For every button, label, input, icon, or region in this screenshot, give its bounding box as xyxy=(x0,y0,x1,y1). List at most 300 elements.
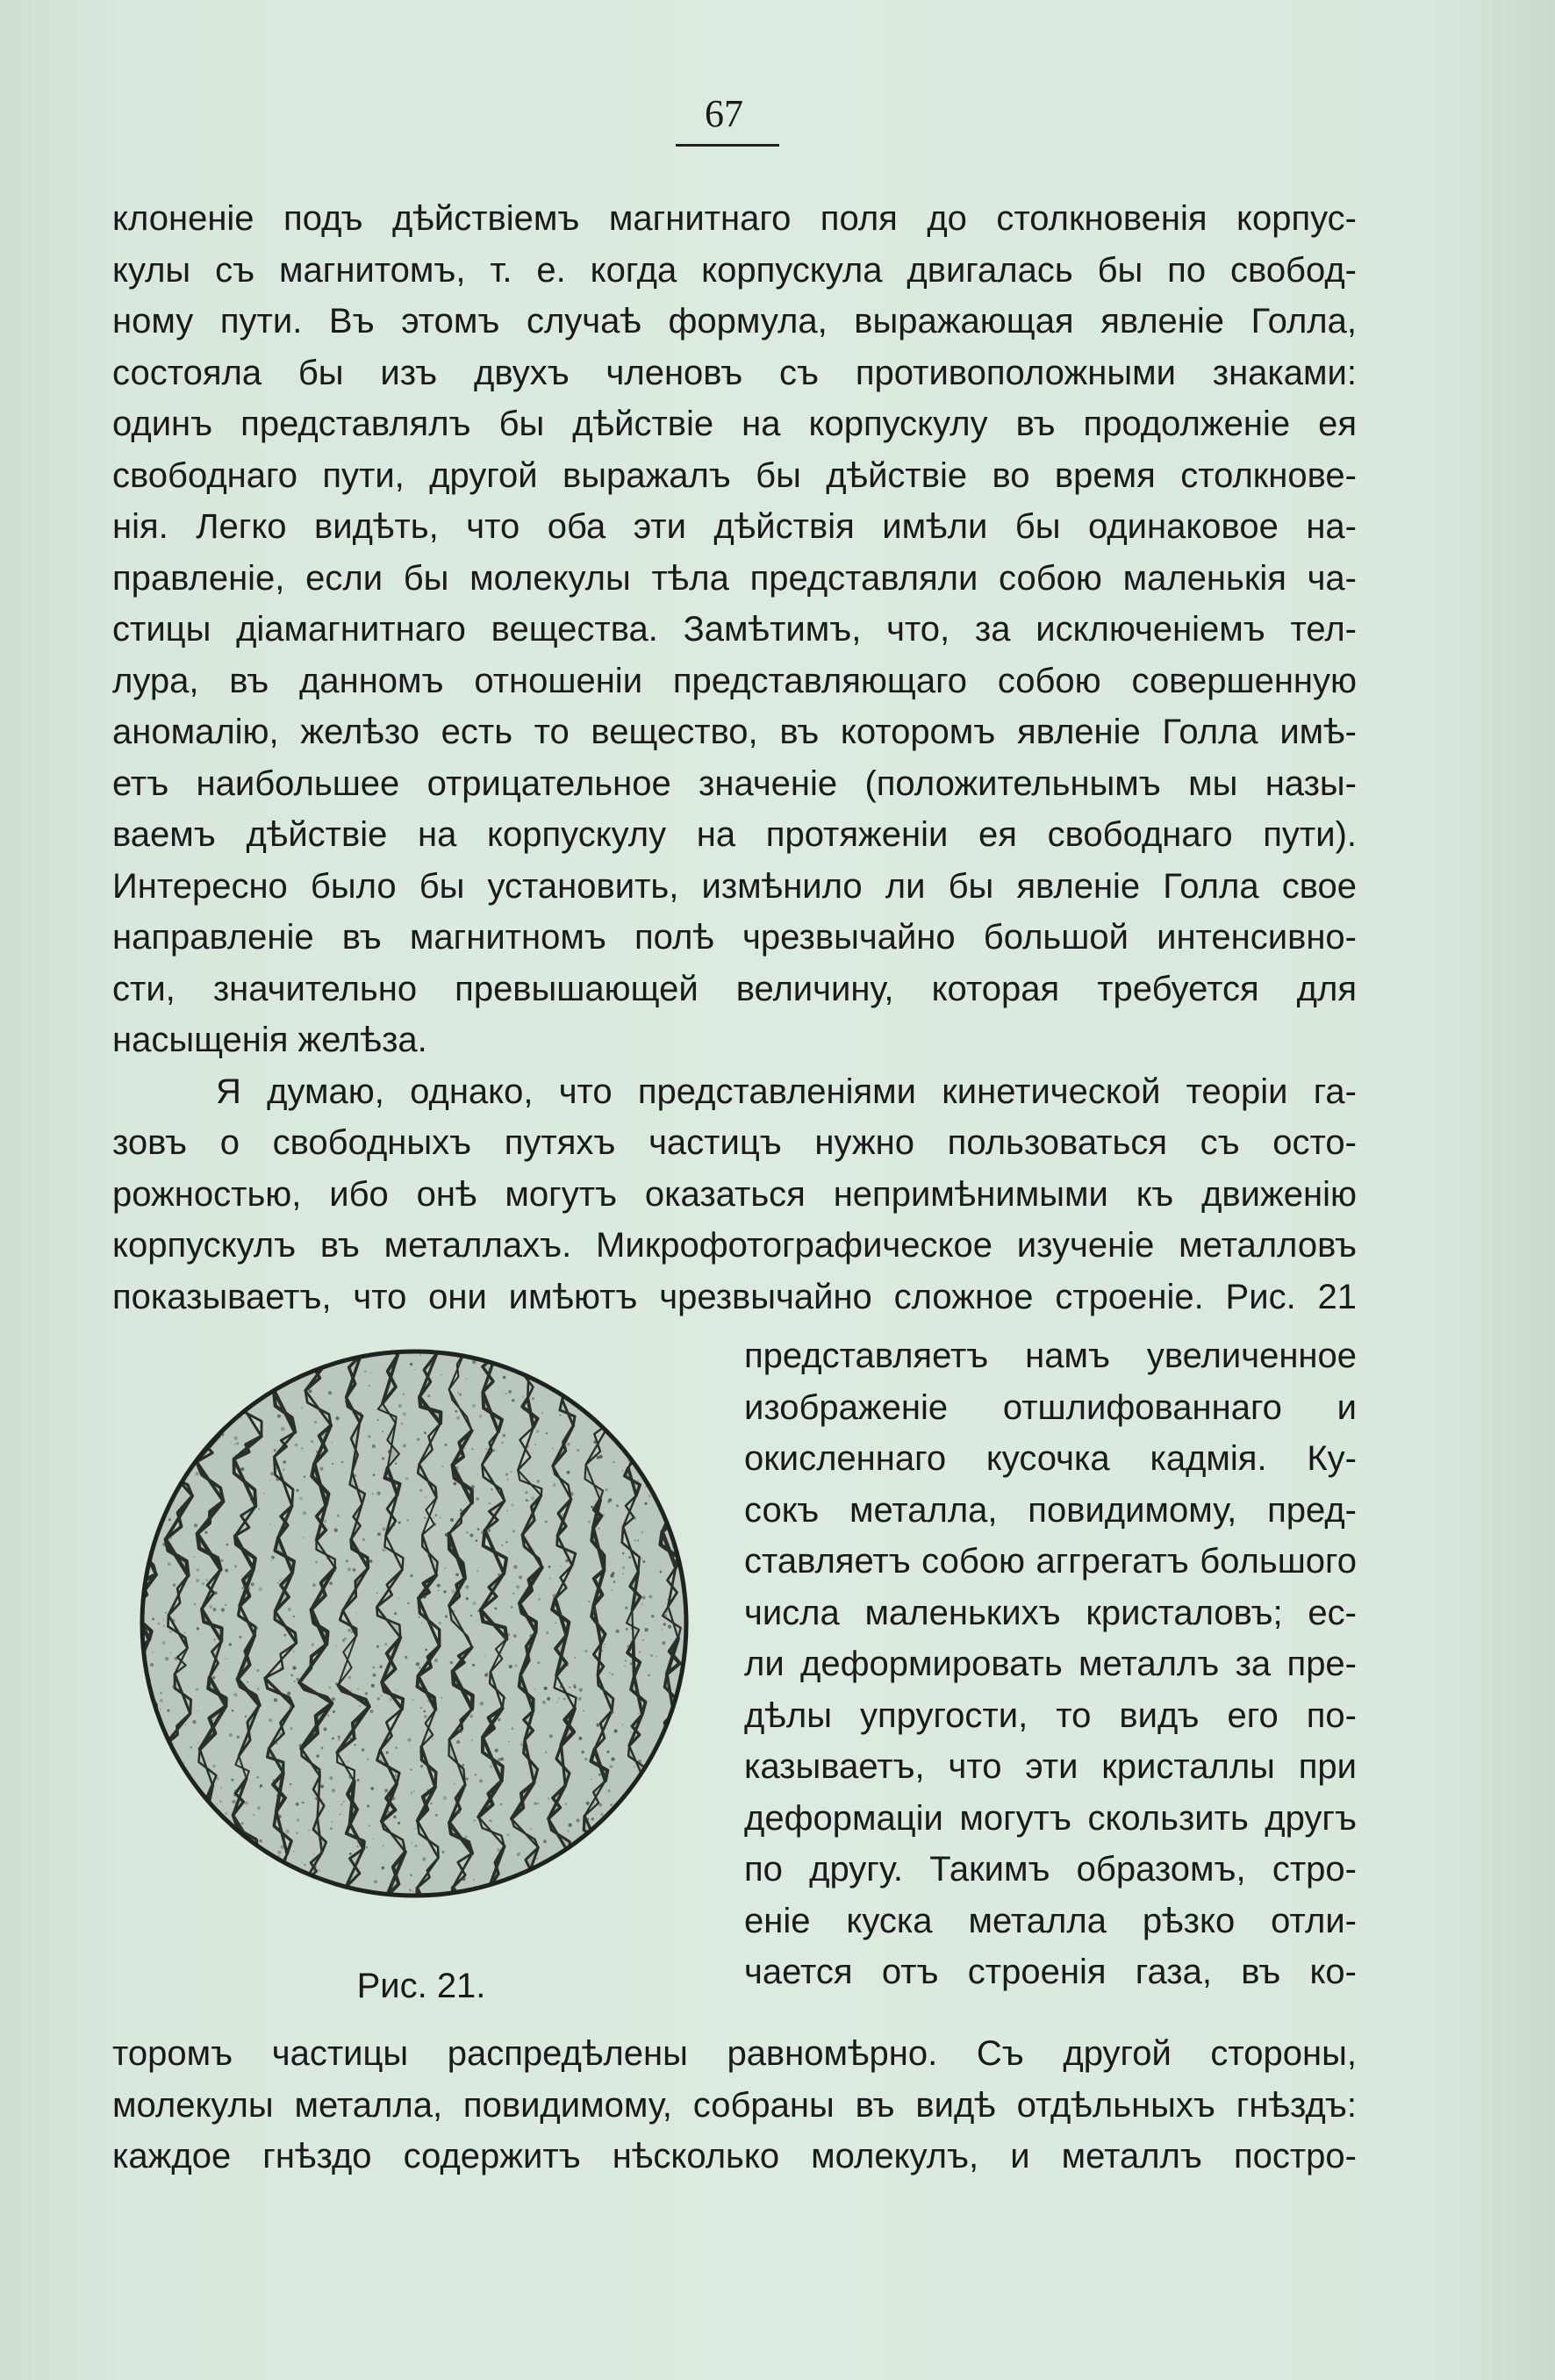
speckle xyxy=(197,1568,200,1572)
speckle xyxy=(343,1801,345,1803)
speckle xyxy=(167,1710,169,1712)
speckle xyxy=(351,1631,353,1633)
speckle xyxy=(258,1508,260,1509)
page-number-rule xyxy=(676,144,779,147)
speckle xyxy=(175,1657,178,1660)
speckle xyxy=(427,1701,429,1703)
speckle xyxy=(276,1743,278,1745)
grain-cell xyxy=(488,1889,500,1904)
speckle xyxy=(530,1731,532,1732)
speckle xyxy=(663,1623,666,1625)
speckle xyxy=(216,1777,219,1781)
speckle xyxy=(405,1477,408,1480)
speckle xyxy=(319,1870,320,1872)
speckle xyxy=(354,1474,356,1477)
speckle xyxy=(293,1616,295,1617)
speckle xyxy=(250,1499,252,1501)
speckle xyxy=(345,1401,348,1403)
speckle xyxy=(226,1544,229,1546)
speckle xyxy=(302,1802,305,1804)
speckle xyxy=(368,1435,370,1437)
speckle xyxy=(560,1515,563,1517)
speckle xyxy=(434,1514,437,1516)
speckle xyxy=(415,1845,418,1847)
speckle xyxy=(471,1448,473,1450)
speckle xyxy=(414,1368,416,1370)
speckle xyxy=(190,1746,192,1748)
text-line: еніе куска металла рѣзко отли- xyxy=(744,1901,1357,1940)
speckle xyxy=(382,1457,384,1459)
speckle xyxy=(511,1504,513,1507)
speckle xyxy=(367,1804,369,1807)
speckle xyxy=(503,1434,506,1437)
speckle xyxy=(321,1746,324,1749)
speckle xyxy=(283,1468,285,1471)
speckle xyxy=(470,1615,472,1617)
speckle xyxy=(388,1475,390,1477)
speckle xyxy=(490,1765,493,1768)
grain-cell xyxy=(133,1781,156,1822)
grain-cell xyxy=(137,1492,156,1537)
speckle xyxy=(351,1828,353,1830)
speckle xyxy=(162,1641,166,1645)
speckle xyxy=(583,1710,584,1712)
speckle xyxy=(352,1568,355,1572)
speckle xyxy=(459,1730,462,1733)
speckle xyxy=(523,1396,524,1397)
speckle xyxy=(348,1629,351,1632)
speckle xyxy=(234,1444,236,1445)
speckle xyxy=(340,1803,343,1806)
speckle xyxy=(421,1622,423,1624)
speckle xyxy=(625,1660,627,1661)
grain-cell xyxy=(519,1890,539,1904)
speckle xyxy=(651,1615,655,1618)
speckle xyxy=(464,1448,466,1450)
grain-cell xyxy=(617,1818,639,1850)
speckle xyxy=(416,1662,419,1666)
text-line: изображеніе отшлифованнаго и xyxy=(744,1387,1357,1427)
speckle xyxy=(659,1571,662,1574)
speckle xyxy=(552,1448,554,1450)
speckle xyxy=(424,1517,426,1519)
speckle xyxy=(424,1710,426,1713)
speckle xyxy=(489,1368,491,1370)
speckle xyxy=(536,1857,539,1860)
speckle xyxy=(472,1664,475,1667)
text-line: одинъ представлялъ бы дѣйствіе на корпускулу въ продолженіе ея xyxy=(112,405,1357,443)
speckle xyxy=(197,1742,198,1743)
speckle xyxy=(410,1574,413,1578)
speckle xyxy=(212,1676,216,1680)
speckle xyxy=(530,1634,534,1638)
speckle xyxy=(407,1602,410,1605)
speckle xyxy=(573,1684,577,1688)
grain-cell xyxy=(168,1387,182,1430)
speckle xyxy=(563,1514,564,1516)
grain-cell xyxy=(551,1343,569,1366)
speckle xyxy=(330,1828,332,1830)
grain-cell xyxy=(133,1343,156,1368)
speckle xyxy=(335,1682,338,1685)
speckle xyxy=(393,1509,394,1510)
speckle xyxy=(284,1649,287,1652)
speckle xyxy=(281,1427,284,1430)
speckle xyxy=(548,1566,551,1568)
speckle xyxy=(445,1615,448,1617)
speckle xyxy=(293,1651,295,1652)
speckle xyxy=(374,1880,377,1883)
speckle xyxy=(491,1488,492,1490)
speckle xyxy=(290,1727,292,1730)
text-line: Интересно было бы установить, измѣнило ли бы явленіе Голла свое xyxy=(112,866,1357,906)
grain-cell xyxy=(661,1354,669,1394)
speckle xyxy=(350,1689,352,1691)
speckle xyxy=(565,1559,569,1563)
grain-cell xyxy=(133,1389,151,1423)
speckle xyxy=(477,1473,478,1475)
speckle xyxy=(196,1579,199,1582)
grain-cell xyxy=(660,1425,682,1461)
speckle xyxy=(281,1845,284,1848)
text-line: состояла бы изъ двухъ членовъ съ противоположными знаками: xyxy=(112,353,1357,392)
speckle xyxy=(437,1584,441,1588)
speckle xyxy=(584,1758,587,1760)
speckle xyxy=(357,1688,359,1690)
speckle xyxy=(403,1444,406,1447)
speckle xyxy=(168,1562,171,1566)
speckle xyxy=(493,1449,496,1452)
speckle xyxy=(479,1415,483,1418)
speckle xyxy=(170,1652,172,1653)
speckle xyxy=(152,1652,154,1653)
speckle xyxy=(455,1574,459,1577)
speckle xyxy=(593,1440,597,1444)
speckle xyxy=(240,1467,244,1471)
speckle xyxy=(626,1628,628,1631)
speckle xyxy=(362,1748,365,1752)
text-line: ставляетъ собою аггрегатъ большого xyxy=(744,1542,1357,1581)
speckle xyxy=(319,1583,320,1585)
speckle xyxy=(505,1541,507,1543)
text-line: зовъ о свободныхъ путяхъ частицъ нужно пользоваться съ осто- xyxy=(112,1123,1357,1162)
speckle xyxy=(382,1548,385,1552)
speckle xyxy=(355,1744,356,1746)
grain-cell xyxy=(133,1822,153,1856)
speckle xyxy=(624,1666,625,1667)
speckle xyxy=(376,1593,378,1595)
speckle xyxy=(320,1785,324,1789)
speckle xyxy=(221,1608,225,1611)
speckle xyxy=(438,1589,440,1591)
speckle xyxy=(332,1738,334,1740)
speckle xyxy=(355,1738,357,1739)
speckle xyxy=(424,1595,426,1598)
text-line: казываетъ, что эти кристаллы при xyxy=(744,1747,1357,1786)
speckle xyxy=(328,1687,331,1689)
speckle xyxy=(314,1617,317,1620)
speckle xyxy=(565,1803,568,1805)
speckle xyxy=(560,1685,563,1688)
grain-cell xyxy=(694,1853,695,1883)
micrograph-image xyxy=(133,1343,695,1904)
speckle xyxy=(327,1715,330,1717)
speckle xyxy=(234,1437,238,1440)
paragraph-first-line: Я думаю, однако, что представленіями кинетической теоріи га- xyxy=(216,1072,1357,1111)
speckle xyxy=(453,1482,456,1486)
speckle xyxy=(622,1566,626,1569)
text-line: аномалію, желѣзо есть то вещество, въ которомъ явленіе Голла имѣ- xyxy=(112,713,1357,751)
speckle xyxy=(270,1560,271,1561)
speckle xyxy=(277,1582,279,1584)
speckle xyxy=(387,1810,390,1813)
speckle xyxy=(287,1692,290,1695)
speckle xyxy=(202,1582,204,1585)
grain-cell xyxy=(173,1882,189,1905)
speckle xyxy=(372,1674,376,1677)
speckle xyxy=(328,1391,332,1394)
speckle xyxy=(600,1813,604,1817)
speckle xyxy=(348,1775,352,1779)
speckle xyxy=(591,1817,594,1820)
speckle xyxy=(514,1665,517,1667)
speckle xyxy=(329,1776,333,1780)
speckle xyxy=(212,1608,216,1611)
speckle xyxy=(605,1644,606,1645)
speckle xyxy=(283,1634,286,1637)
speckle xyxy=(545,1521,548,1523)
speckle xyxy=(537,1480,540,1482)
grain-cell xyxy=(653,1887,680,1904)
speckle xyxy=(173,1583,176,1587)
speckle xyxy=(422,1857,426,1860)
speckle xyxy=(541,1412,544,1415)
grain-cell xyxy=(173,1855,185,1881)
speckle xyxy=(642,1639,644,1641)
grain-cell xyxy=(241,1855,258,1889)
speckle xyxy=(259,1839,262,1843)
speckle xyxy=(546,1432,548,1434)
speckle xyxy=(333,1561,336,1564)
speckle xyxy=(588,1601,590,1602)
speckle xyxy=(364,1370,367,1373)
speckle xyxy=(313,1853,314,1854)
speckle xyxy=(366,1846,368,1848)
speckle xyxy=(457,1392,459,1394)
speckle xyxy=(229,1643,232,1645)
speckle xyxy=(471,1485,475,1488)
speckle xyxy=(214,1591,218,1595)
speckle xyxy=(344,1638,347,1640)
speckle xyxy=(611,1589,612,1590)
speckle xyxy=(231,1779,233,1781)
text-line: молекулы металла, повидимому, собраны въ видѣ отдѣльныхъ гнѣздъ: xyxy=(112,2085,1357,2125)
speckle xyxy=(157,1623,160,1625)
speckle xyxy=(163,1625,165,1627)
speckle xyxy=(610,1574,613,1577)
speckle xyxy=(650,1654,653,1657)
speckle xyxy=(525,1491,527,1494)
speckle xyxy=(335,1645,337,1646)
grain-cell xyxy=(692,1750,696,1781)
speckle xyxy=(382,1845,383,1846)
side-text-block xyxy=(744,1330,1357,1998)
speckle xyxy=(253,1814,254,1816)
speckle xyxy=(498,1781,501,1784)
speckle xyxy=(476,1539,478,1542)
speckle xyxy=(591,1609,595,1612)
speckle xyxy=(452,1474,455,1477)
speckle xyxy=(634,1539,636,1541)
speckle xyxy=(276,1478,279,1481)
speckle xyxy=(508,1741,509,1742)
speckle xyxy=(607,1789,610,1792)
speckle xyxy=(522,1409,524,1410)
grain-cell xyxy=(560,1855,570,1896)
speckle xyxy=(637,1539,639,1541)
speckle xyxy=(286,1797,288,1799)
speckle xyxy=(398,1597,400,1599)
speckle xyxy=(644,1502,647,1505)
speckle xyxy=(459,1394,462,1396)
speckle xyxy=(575,1657,577,1659)
speckle xyxy=(456,1740,460,1744)
speckle xyxy=(184,1632,185,1633)
speckle xyxy=(536,1430,540,1433)
speckle xyxy=(314,1421,317,1423)
speckle xyxy=(194,1523,197,1527)
speckle xyxy=(519,1575,522,1579)
speckle xyxy=(348,1676,351,1679)
speckle xyxy=(165,1657,168,1660)
speckle xyxy=(538,1598,541,1601)
speckle xyxy=(425,1798,426,1800)
speckle xyxy=(225,1604,226,1606)
speckle xyxy=(196,1472,199,1475)
speckle xyxy=(338,1736,340,1738)
speckle xyxy=(260,1787,261,1788)
speckle xyxy=(263,1493,264,1494)
speckle xyxy=(383,1528,386,1531)
text-line: деформаціи могутъ скользить другъ xyxy=(744,1798,1357,1838)
text-line: окисленнаго кусочка кадмія. Ку- xyxy=(744,1439,1357,1478)
speckle xyxy=(395,1747,397,1749)
speckle xyxy=(162,1543,166,1546)
speckle xyxy=(466,1430,467,1431)
speckle xyxy=(468,1651,469,1652)
speckle xyxy=(160,1709,161,1710)
speckle xyxy=(168,1537,172,1540)
speckle xyxy=(596,1724,599,1727)
speckle xyxy=(393,1524,396,1527)
page-number: 67 xyxy=(705,92,743,135)
speckle xyxy=(301,1407,303,1409)
speckle xyxy=(407,1738,411,1742)
grain-cell xyxy=(133,1368,156,1388)
grain-cell xyxy=(168,1343,190,1368)
speckle xyxy=(638,1713,640,1715)
speckle xyxy=(196,1688,198,1690)
speckle xyxy=(438,1642,441,1645)
speckle xyxy=(270,1472,274,1475)
speckle xyxy=(353,1409,355,1411)
grain-cell xyxy=(484,1343,496,1356)
speckle xyxy=(185,1724,186,1725)
speckle xyxy=(611,1757,614,1760)
speckle xyxy=(456,1416,460,1420)
speckle xyxy=(413,1790,414,1791)
speckle xyxy=(641,1531,643,1533)
speckle xyxy=(376,1645,379,1648)
speckle xyxy=(288,1608,291,1611)
speckle xyxy=(369,1710,373,1713)
speckle xyxy=(206,1579,208,1581)
speckle xyxy=(517,1853,520,1856)
speckle xyxy=(419,1489,422,1492)
speckle xyxy=(296,1832,298,1834)
speckle xyxy=(464,1835,468,1839)
text-line: насыщенія желѣза. xyxy=(112,1021,427,1059)
speckle xyxy=(662,1641,665,1645)
speckle xyxy=(308,1829,310,1831)
speckle xyxy=(508,1390,512,1394)
speckle xyxy=(355,1459,357,1461)
text-line: ваемъ дѣйствіе на корпускулу на протяженіи ея свободнаго пути). xyxy=(112,815,1357,854)
speckle xyxy=(471,1739,473,1741)
speckle xyxy=(484,1674,488,1677)
speckle xyxy=(381,1695,383,1696)
grain-cell xyxy=(383,1896,399,1904)
grain-cell xyxy=(133,1472,156,1492)
speckle xyxy=(169,1631,172,1633)
figure-caption: Рис. 21. xyxy=(356,1967,486,2005)
speckle xyxy=(276,1795,279,1797)
speckle xyxy=(622,1470,624,1472)
speckle xyxy=(279,1580,281,1581)
speckle xyxy=(386,1751,389,1753)
speckle xyxy=(319,1467,323,1471)
speckle xyxy=(311,1440,313,1443)
speckle xyxy=(171,1619,175,1623)
speckle xyxy=(356,1580,360,1583)
speckle xyxy=(210,1796,212,1799)
speckle xyxy=(336,1416,340,1420)
speckle xyxy=(384,1789,388,1792)
speckle xyxy=(193,1557,195,1559)
speckle xyxy=(232,1710,234,1712)
speckle xyxy=(455,1410,458,1413)
speckle xyxy=(441,1697,442,1698)
speckle xyxy=(301,1802,303,1803)
speckle xyxy=(507,1833,510,1836)
speckle xyxy=(543,1839,547,1843)
speckle xyxy=(361,1412,362,1414)
grain-cell xyxy=(654,1343,670,1354)
speckle xyxy=(475,1774,477,1775)
speckle xyxy=(641,1558,643,1559)
speckle xyxy=(150,1663,154,1667)
grain-cell xyxy=(592,1359,613,1394)
speckle xyxy=(503,1376,505,1379)
speckle xyxy=(555,1623,556,1624)
speckle xyxy=(606,1773,607,1774)
speckle xyxy=(357,1779,360,1781)
speckle xyxy=(488,1401,489,1402)
speckle xyxy=(424,1715,427,1718)
speckle xyxy=(412,1890,414,1892)
speckle xyxy=(610,1710,613,1714)
speckle xyxy=(511,1606,513,1609)
